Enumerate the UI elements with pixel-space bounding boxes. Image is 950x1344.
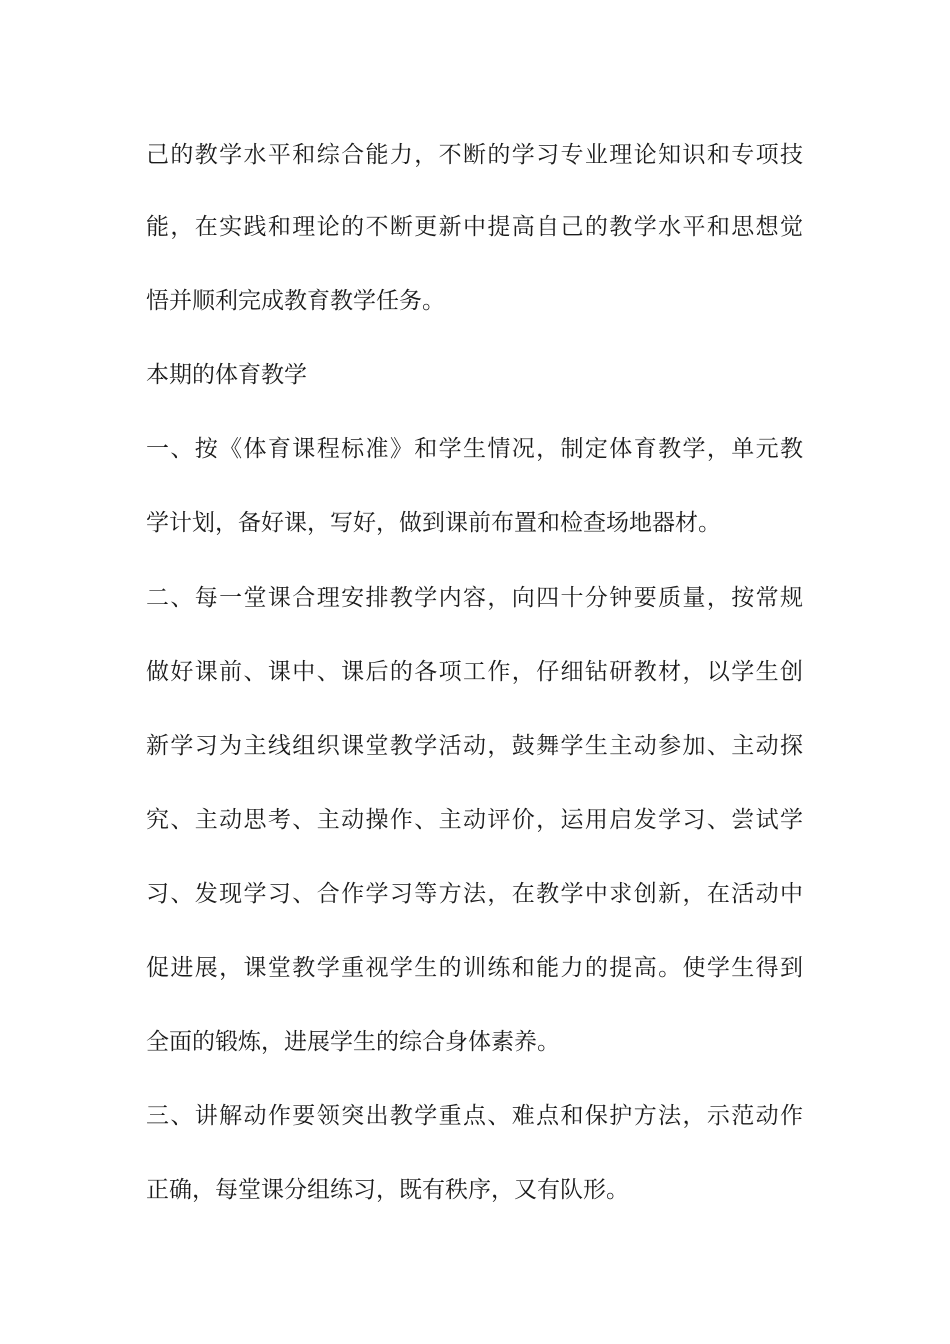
text-line: 促进展，课堂教学重视学生的训练和能力的提高。使学生得到 bbox=[146, 955, 803, 981]
text-line: 全面的锻炼，进展学生的综合身体素养。 bbox=[146, 1029, 560, 1055]
text-line: 正确，每堂课分组练习，既有秩序，又有队形。 bbox=[146, 1177, 629, 1203]
text-line: 悟并顺利完成教育教学任务。 bbox=[146, 288, 445, 314]
text-line: 二、每一堂课合理安排教学内容，向四十分钟要质量，按常规 bbox=[146, 585, 803, 611]
text-line: 习、发现学习、合作学习等方法，在教学中求创新，在活动中 bbox=[146, 881, 803, 907]
text-line: 学计划，备好课，写好，做到课前布置和检查场地器材。 bbox=[146, 510, 721, 536]
text-line: 己的教学水平和综合能力，不断的学习专业理论知识和专项技 bbox=[146, 142, 803, 168]
text-line: 新学习为主线组织课堂教学活动，鼓舞学生主动参加、主动探 bbox=[146, 733, 803, 759]
text-line: 做好课前、课中、课后的各项工作，仔细钻研教材，以学生创 bbox=[146, 659, 803, 685]
text-line: 三、讲解动作要领突出教学重点、难点和保护方法，示范动作 bbox=[146, 1103, 803, 1129]
section-heading: 本期的体育教学 bbox=[146, 362, 307, 388]
text-line: 究、主动思考、主动操作、主动评价，运用启发学习、尝试学 bbox=[146, 807, 803, 833]
text-line: 能，在实践和理论的不断更新中提高自己的教学水平和思想觉 bbox=[146, 214, 803, 240]
text-line: 一、按《体育课程标准》和学生情况，制定体育教学，单元教 bbox=[146, 436, 803, 462]
